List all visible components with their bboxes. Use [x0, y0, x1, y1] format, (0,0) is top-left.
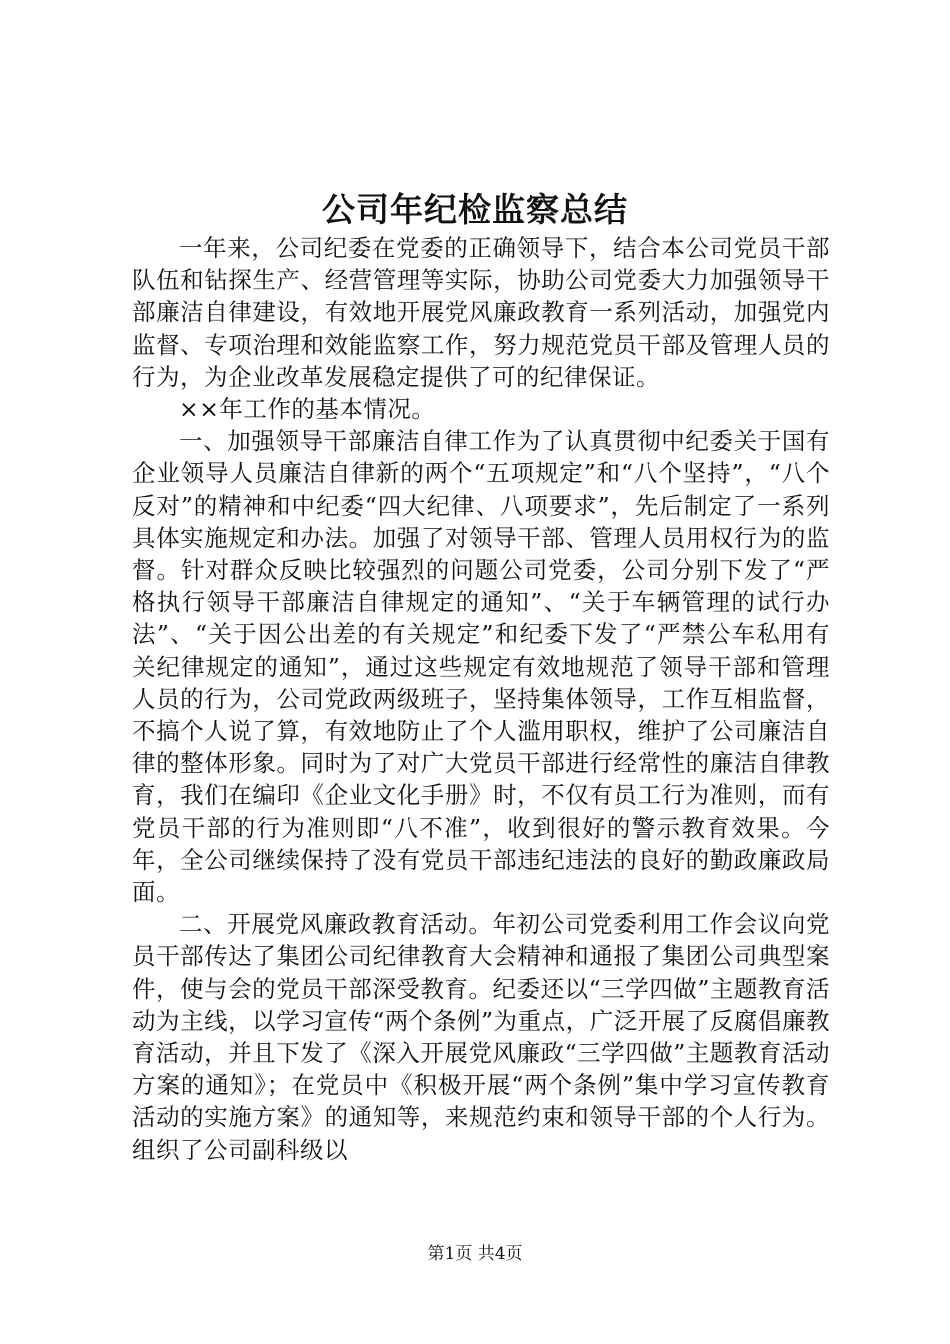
- document-body: [132, 232, 830, 1166]
- page-number-footer: 第1页 共4页: [427, 1244, 523, 1264]
- paragraph-section-heading: ××年工作的基本情况。: [179, 395, 436, 424]
- document-title: 公司年纪检监察总结: [322, 190, 628, 229]
- paragraph-intro: 一年来，公司纪委在党委的正确领导下，结合本公司党员干部队伍和钻探生产、经营管理等实际，协助公司党委大力加强领导干部廉洁自律建设，有效地开展党风廉政教育一系列活动，加强党内监督、专项治理和效能监察工作，努力规范党员干部及管理人员的行为，为企业改革发展稳定提供了可的纪律保证。: [132, 234, 830, 391]
- paragraph-section-one: 一、加强领导干部廉洁自律工作为了认真贯彻中纪委关于国有企业领导人员廉洁自律新的两个“五项规定”和“八个坚持”，“八个反对”的精神和中纪委“四大纪律、八项要求”，先后制定了一系列具体实施规定和办法。加强了对领导干部、管理人员用权行为的监督。针对群众反映比较强烈的问题公司党委，公司分别下发了“严格执行领导干部廉洁自律规定的通知”、“关于车辆管理的试行办法”、“关于因公出差的有关规定”和纪委下发了“严禁公车私用有关纪律规定的通知”，通过这些规定有效地规范了领导干部和管理人员的行为，公司党政两级班子，坚持集体领导，工作互相监督，不搞个人说了算，有效地防止了个人滥用职权，维护了公司廉洁自律的整体形象。同时为了对广大党员干部进行经常性的廉洁自律教育，我们在编印《企业文化手册》时，不仅有员工行为准则，而有党员干部的行为准则即“八不准”，收到很好的警示教育效果。今年，全公司继续保持了没有党员干部违纪违法的良好的勤政廉政局面。: [132, 427, 830, 907]
- paragraph-section-two: 二、开展党风廉政教育活动。年初公司党委利用工作会议向党员干部传达了集团公司纪律教育大会精神和通报了集团公司典型案件，使与会的党员干部深受教育。纪委还以“三学四做”主题教育活动为主线，以学习宣传“两个条例”为重点，广泛开展了反腐倡廉教育活动，并且下发了《深入开展党风廉政“三学四做”主题教育活动方案的通知》；在党员中《积极开展“两个条例”集中学习宣传教育活动的实施方案》的通知等，来规范约束和领导干部的个人行为。组织了公司副科级以: [132, 910, 830, 1164]
